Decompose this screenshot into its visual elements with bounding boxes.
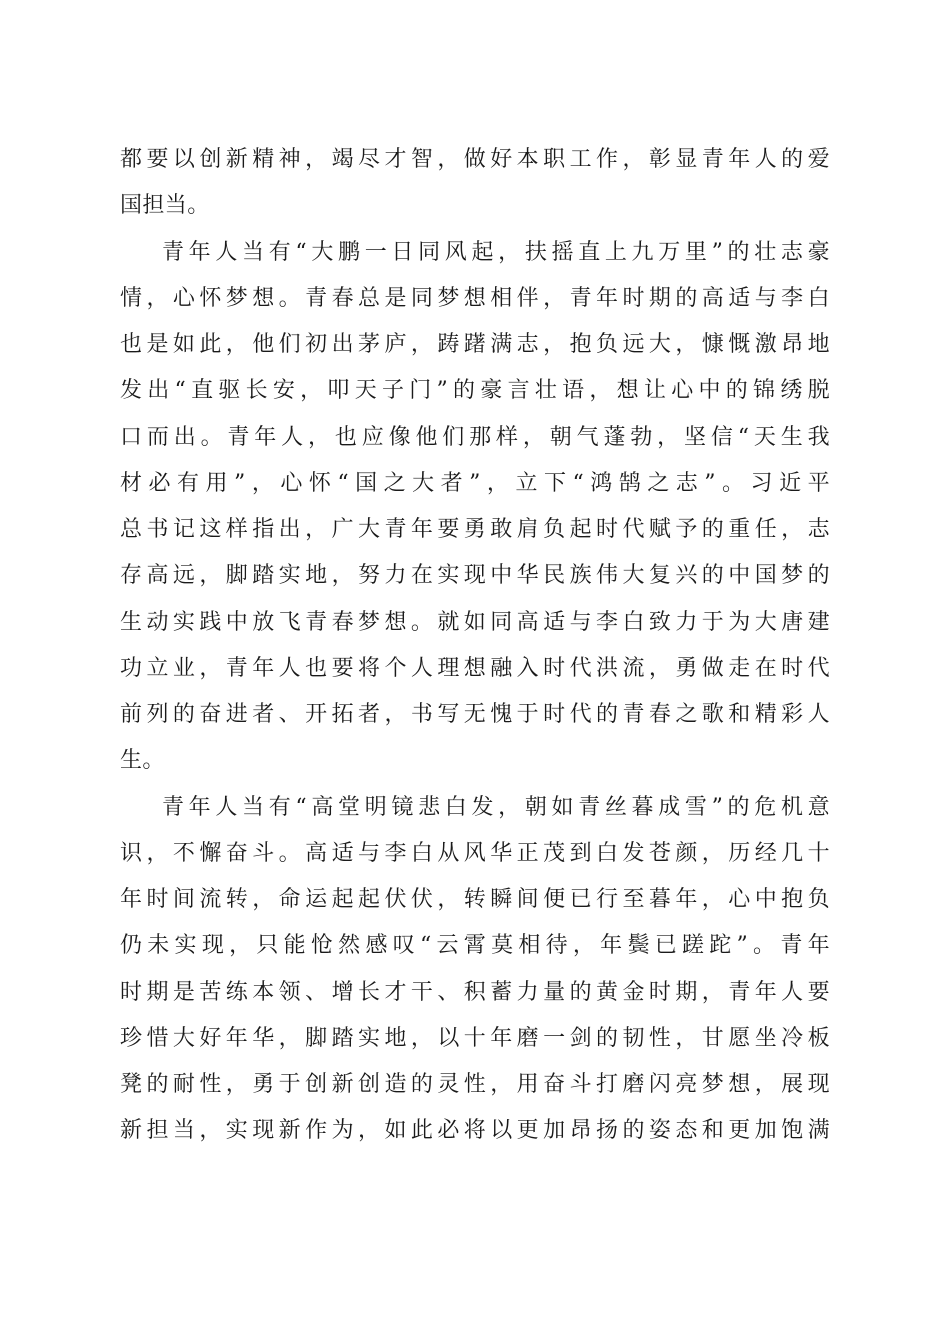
- text-line: 功立业，青年人也要将个人理想融入时代洪流，勇做走在时代: [120, 656, 830, 681]
- text-line: 口而出。青年人，也应像他们那样，朝气蓬勃，坚信“天生我: [120, 425, 830, 450]
- paragraph-first-line: 青年人当有“大鹏一日同风起，扶摇直上九万里”的壮志豪: [162, 240, 830, 265]
- text-line: 识，不懈奋斗。高适与李白从风华正茂到白发苍颜，历经几十: [120, 841, 830, 866]
- text-line: 总书记这样指出，广大青年要勇敢肩负起时代赋予的重任，志: [120, 517, 830, 542]
- text-line: 国担当。: [120, 193, 210, 218]
- text-line: 凳的耐性，勇于创新创造的灵性，用奋斗打磨闪亮梦想，展现: [120, 1072, 830, 1097]
- text-line: 年时间流转，命运起起伏伏，转瞬间便已行至暮年，心中抱负: [120, 887, 830, 912]
- text-line: 前列的奋进者、开拓者，书写无愧于时代的青春之歌和精彩人: [120, 702, 830, 727]
- paragraph-first-line: 青年人当有“高堂明镜悲白发，朝如青丝暮成雪”的危机意: [162, 795, 830, 820]
- text-line: 也是如此，他们初出茅庐，踌躇满志，抱负远大，慷慨激昂地: [120, 332, 830, 357]
- text-line: 情，心怀梦想。青春总是同梦想相伴，青年时期的高适与李白: [120, 286, 830, 311]
- text-line: 存高远，脚踏实地，努力在实现中华民族伟大复兴的中国梦的: [120, 563, 830, 588]
- text-line: 都要以创新精神，竭尽才智，做好本职工作，彰显青年人的爱: [120, 147, 830, 172]
- text-line: 生。: [120, 748, 165, 773]
- text-line: 生动实践中放飞青春梦想。就如同高适与李白致力于为大唐建: [120, 610, 830, 635]
- text-line: 仍未实现，只能怆然感叹“云霄莫相待，年鬓已蹉跎”。青年: [120, 933, 830, 958]
- text-line: 材必有用”，心怀“国之大者”，立下“鸿鹄之志”。习近平: [120, 471, 830, 496]
- text-line: 发出“直驱长安，叩天子门”的豪言壮语，想让心中的锦绣脱: [120, 378, 830, 403]
- text-line: 新担当，实现新作为，如此必将以更加昂扬的姿态和更加饱满: [120, 1118, 830, 1143]
- text-line: 时期是苦练本领、增长才干、积蓄力量的黄金时期，青年人要: [120, 980, 830, 1005]
- text-line: 珍惜大好年华，脚踏实地，以十年磨一剑的韧性，甘愿坐冷板: [120, 1026, 830, 1051]
